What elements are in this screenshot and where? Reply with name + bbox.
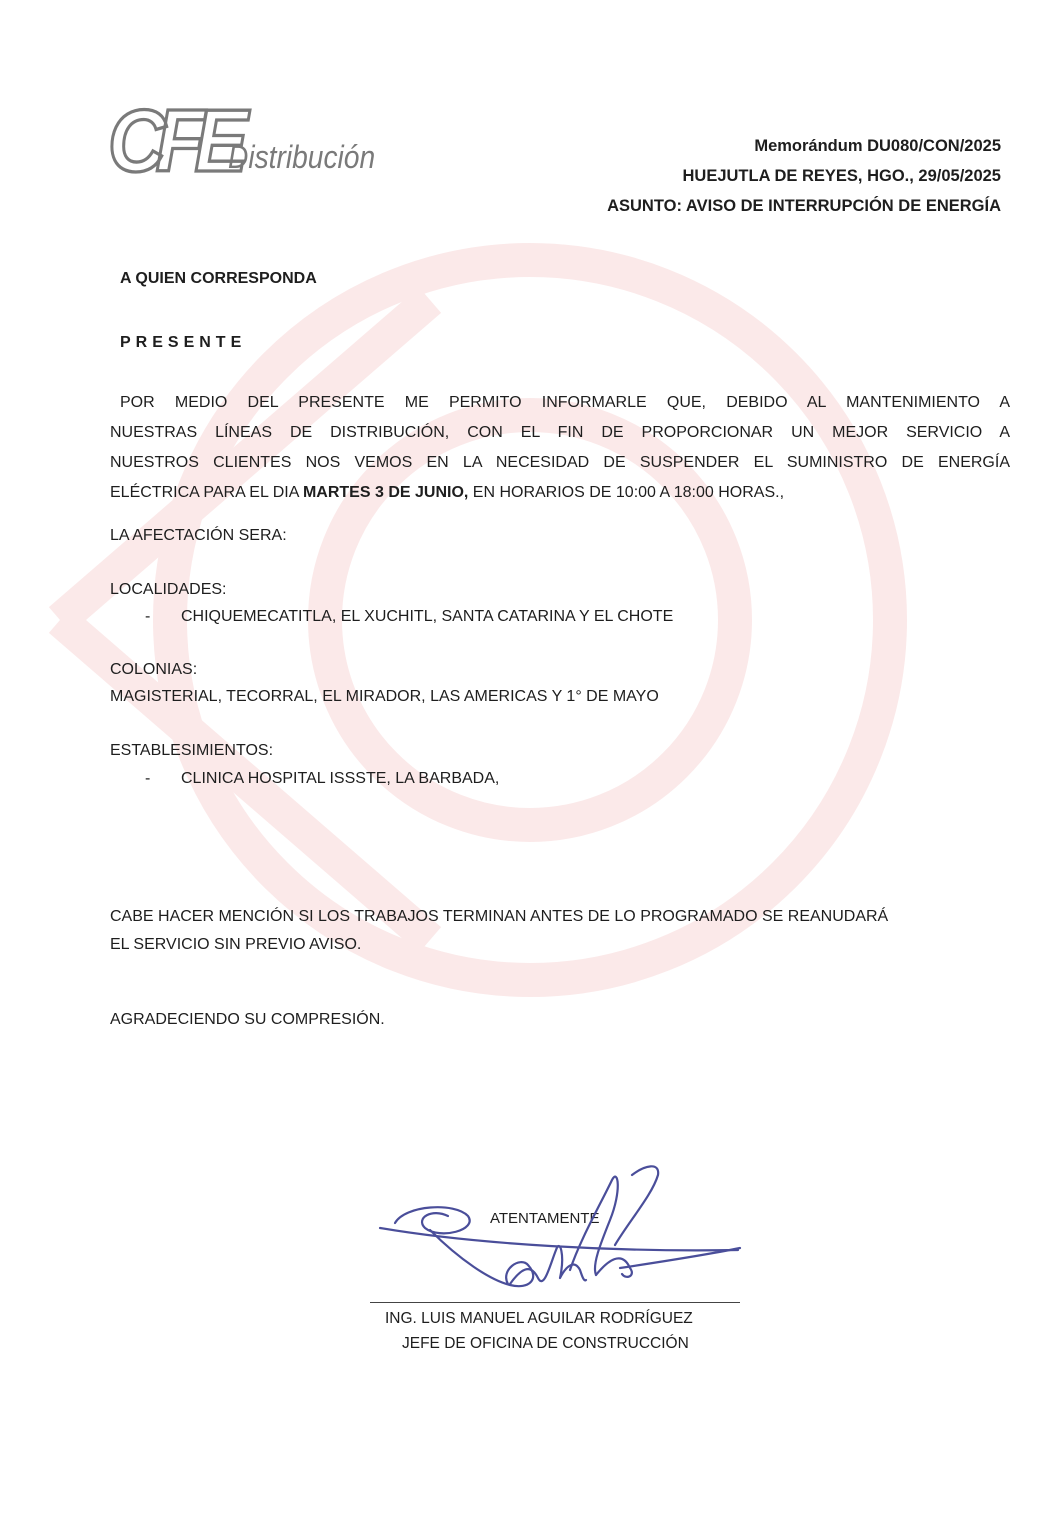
thanks-line: AGRADECIENDO SU COMPRESIÓN. bbox=[110, 1011, 385, 1028]
body-line-2: NUESTRAS LÍNEAS DE DISTRIBUCIÓN, CON EL FIN DE PROPORCIONAR UN MEJOR SERVICIO A bbox=[110, 424, 1010, 441]
localidades-dash: - bbox=[145, 608, 151, 625]
closing-line-2: EL SERVICIO SIN PREVIO AVISO. bbox=[110, 936, 362, 953]
signer-title: JEFE DE OFICINA DE CONSTRUCCIÓN bbox=[402, 1335, 689, 1352]
afectacion-label: LA AFECTACIÓN SERA: bbox=[110, 527, 287, 544]
logo-subtitle: Distribución bbox=[228, 139, 376, 175]
colonias-item: MAGISTERIAL, TECORRAL, EL MIRADOR, LAS AMERICAS Y 1° DE MAYO bbox=[110, 688, 659, 705]
body-line-1: POR MEDIO DEL PRESENTE ME PERMITO INFORMARLE QUE, DEBIDO AL MANTENIMIENTO A bbox=[120, 394, 1010, 411]
body-line-4-post: EN HORARIOS DE 10:00 A 18:00 HORAS., bbox=[468, 484, 785, 501]
memo-number: Memorándum DU080/CON/2025 bbox=[754, 137, 1001, 155]
cfe-distribucion-logo bbox=[108, 92, 383, 192]
logo-brand: CFE bbox=[108, 91, 238, 190]
place-date: HUEJUTLA DE REYES, HGO., 29/05/2025 bbox=[682, 167, 1001, 185]
presente: PRESENTE bbox=[120, 334, 247, 351]
closing-paragraph bbox=[110, 903, 888, 959]
atentamente-label: ATENTAMENTE bbox=[490, 1210, 600, 1227]
closing-line-1: CABE HACER MENCIÓN SI LOS TRABAJOS TERMINAN ANTES DE LO PROGRAMADO SE REANUDARÁ bbox=[110, 908, 889, 925]
outage-date: MARTES 3 DE JUNIO, bbox=[302, 484, 469, 501]
establecimientos-dash: - bbox=[145, 770, 151, 787]
establecimientos-label: ESTABLESIMIENTOS: bbox=[110, 742, 274, 759]
localidades-item: CHIQUEMECATITLA, EL XUCHITL, SANTA CATARINA Y EL CHOTE bbox=[181, 608, 674, 625]
establecimientos-item: CLINICA HOSPITAL ISSSTE, LA BARBADA, bbox=[181, 770, 500, 787]
body-line-4-pre: ELÉCTRICA PARA EL DIA bbox=[110, 484, 303, 501]
handwritten-signature bbox=[360, 1150, 780, 1390]
body-line-3: NUESTROS CLIENTES NOS VEMOS EN LA NECESIDAD DE SUSPENDER EL SUMINISTRO DE ENERGÍA bbox=[110, 454, 1010, 471]
body-line-4 bbox=[110, 478, 1010, 508]
colonias-label: COLONIAS: bbox=[110, 661, 198, 678]
signer-name: ING. LUIS MANUEL AGUILAR RODRÍGUEZ bbox=[385, 1310, 693, 1327]
body-paragraph bbox=[110, 388, 1010, 508]
signature-line bbox=[370, 1302, 740, 1303]
salutation: A QUIEN CORRESPONDA bbox=[120, 270, 317, 287]
memo-subject: ASUNTO: AVISO DE INTERRUPCIÓN DE ENERGÍA bbox=[607, 197, 1001, 215]
signature-block bbox=[360, 1150, 780, 1390]
localidades-label: LOCALIDADES: bbox=[110, 581, 227, 598]
memo-header bbox=[607, 131, 1001, 221]
